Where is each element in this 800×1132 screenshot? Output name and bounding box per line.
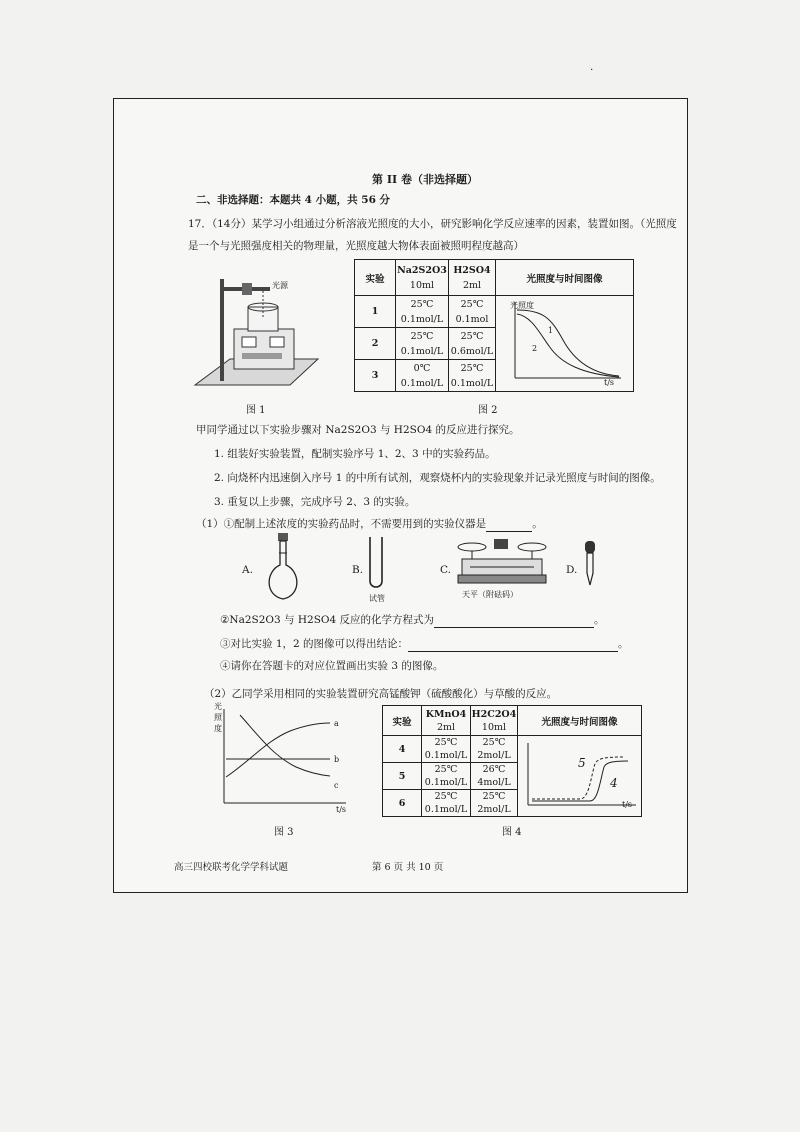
question-1-2: ②Na2S2O3 与 H2SO4 反应的化学方程式为 。: [220, 614, 605, 626]
curve-2-label: 2: [532, 344, 538, 353]
header-graph: 光照度与时间图像: [496, 260, 634, 296]
graph-1-xlabel: t/s: [604, 378, 615, 387]
option-c-label: C.: [440, 564, 451, 576]
curve-1-label: 1: [548, 326, 554, 335]
table-row: 6 25℃ 0.1mol/L 25℃ 2mol/L: [383, 790, 642, 817]
step-3: 3. 重复以上步骤，完成序号 2、3 的实验。: [214, 496, 416, 508]
intro-text: 甲同学通过以下实验步骤对 Na2S2O3 与 H2SO4 的反应进行探究。: [196, 424, 520, 436]
table-2-graph-cell: [518, 736, 642, 817]
footer-page-number: 第 6 页 共 10 页: [372, 862, 444, 873]
table-1-graph-cell: [496, 296, 634, 392]
question-17-line-1: 17．（14分）某学习小组通过分析溶液光照度的大小，研究影响化学反应速率的因素，装置如图。（光照度: [188, 218, 677, 230]
table-row: 2 25℃ 0.1mol/L 25℃ 0.6mol/L: [355, 328, 634, 360]
question-2: （2）乙同学采用相同的实验装置研究高锰酸钾（硫酸酸化）与草酸的反应。: [204, 688, 558, 700]
curve-c-label: c: [334, 781, 339, 790]
figure-3-graph: [210, 703, 350, 813]
header-kmno4: KMnO4 2ml: [422, 706, 471, 736]
exam-page: [113, 98, 688, 893]
figure-3-xlabel: t/s: [336, 805, 347, 814]
curve-b-label: b: [334, 755, 340, 764]
step-1: 1. 组装好实验装置，配制实验序号 1、2、3 中的实验药品。: [214, 448, 496, 460]
footer-left: 高三四校联考化学学科试题: [174, 862, 289, 873]
option-b-label: B.: [352, 564, 364, 576]
header-graph-2: 光照度与时间图像: [518, 706, 642, 736]
option-c-caption: 天平（附砝码）: [462, 590, 518, 599]
figure-2-caption: 图 2: [478, 405, 498, 416]
stray-mark: .: [590, 61, 594, 73]
handwritten-4: 4: [610, 776, 618, 790]
figure-4-caption: 图 4: [502, 827, 522, 838]
dropper-icon: [582, 539, 598, 587]
graph-2-xlabel: t/s: [622, 800, 633, 809]
experiment-table-2: [382, 705, 642, 817]
option-a-label: A.: [242, 564, 253, 576]
section-title: 第 II 卷（非选择题）: [372, 173, 478, 186]
experiment-table-1: [354, 259, 634, 392]
table-row: 1 25℃ 0.1mol/L 25℃ 0.1mol 光照度 t/s 1 2: [355, 296, 634, 328]
question-1-3: ③对比实验 1，2 的图像可以得出结论： 。: [220, 638, 629, 650]
question-17-line-2: 是一个与光照强度相关的物理量，光照度越大物体表面被照明程度越高）: [188, 240, 524, 252]
header-experiment: 实验: [355, 260, 396, 296]
question-1-4: ④请你在答题卡的对应位置画出实验 3 的图像。: [220, 660, 444, 672]
curve-a-label: a: [334, 719, 339, 728]
table-row: 4 25℃ 0.1mol/L 25℃ 2mol/L 5 4 t/s: [383, 736, 642, 763]
test-tube-icon: [366, 535, 386, 591]
table-row: 5 25℃ 0.1mol/L 26℃ 4mol/L: [383, 763, 642, 790]
header-h2so4: H2SO4 2ml: [449, 260, 496, 296]
balance-scale-icon: [456, 535, 548, 587]
figure-1-caption: 图 1: [246, 405, 266, 416]
graph-1-ylabel: 光照度: [510, 301, 534, 310]
handwritten-5: 5: [578, 756, 586, 770]
option-b-caption: 试管: [369, 594, 385, 603]
figure-3-caption: 图 3: [274, 827, 294, 838]
table-row: 3 0℃ 0.1mol/L 25℃ 0.1mol/L: [355, 360, 634, 392]
volumetric-flask-icon: [258, 531, 308, 603]
answer-blank-1[interactable]: [486, 531, 532, 532]
option-d-label: D.: [566, 564, 578, 576]
header-h2c2o4: H2C2O4 10ml: [471, 706, 518, 736]
question-1-1: （1）①配制上述浓度的实验药品时，不需要用到的实验仪器是 。: [196, 518, 543, 530]
step-2: 2. 向烧杯内迅速倒入序号 1 的中所有试剂，观察烧杯内的实验现象并记录光照度与时间的图像。: [214, 472, 661, 484]
header-na2s2o3: Na2S2O3 10ml: [396, 260, 449, 296]
light-source-label: 光源: [272, 281, 288, 290]
answer-blank-2[interactable]: [434, 627, 594, 628]
figure-3-ylabel: 光照度: [214, 702, 222, 733]
answer-blank-3[interactable]: [408, 651, 618, 652]
header-experiment-2: 实验: [383, 706, 422, 736]
section-heading: 二、非选择题：本题共 4 小题，共 56 分: [196, 194, 391, 206]
figure-1-apparatus: [190, 267, 320, 397]
